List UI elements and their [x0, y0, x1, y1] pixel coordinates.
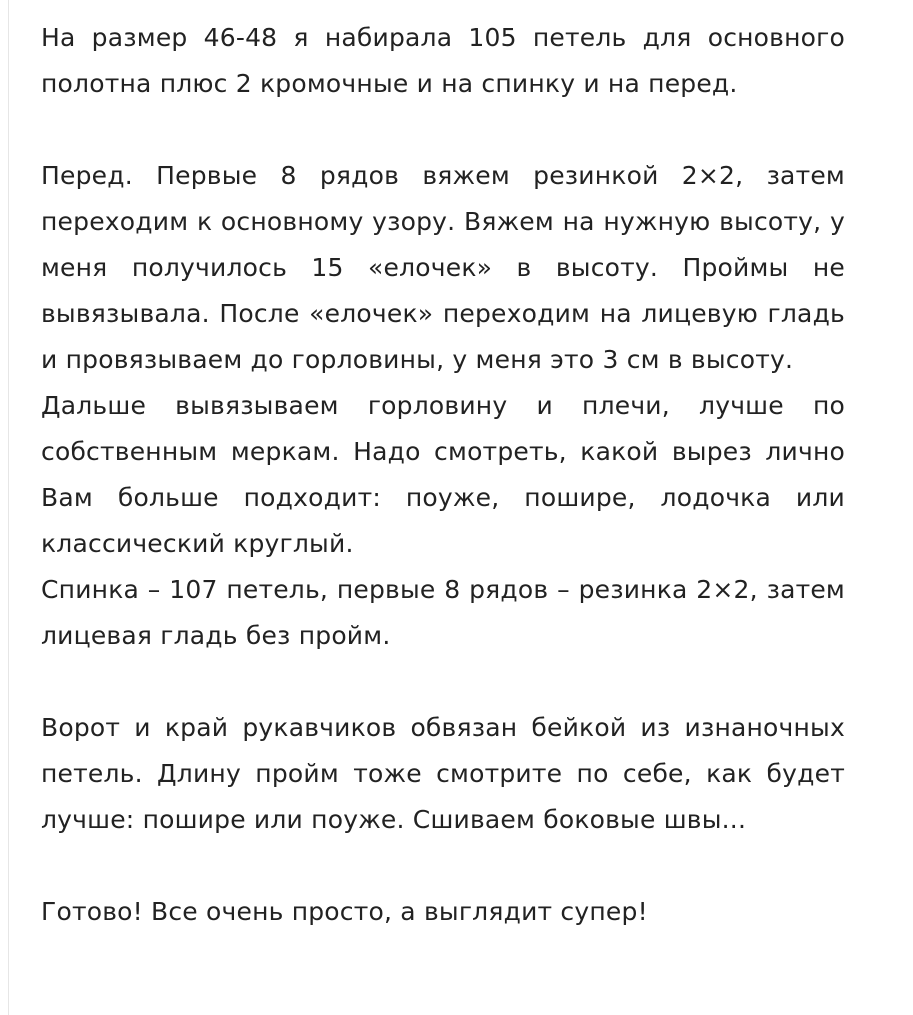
paragraph-gap: [41, 107, 845, 153]
paragraph-back: Спинка – 107 петель, первые 8 рядов – резинка 2×2, затем лицевая гладь без пройм.: [41, 575, 845, 650]
paragraph-size-and-stitches: На размер 46-48 я набирала 105 петель для основного полотна плюс 2 кромочные и на спинку и на перед.: [41, 23, 845, 98]
page-left-border: [8, 0, 9, 1015]
paragraph-gap: [41, 659, 845, 705]
paragraph-conclusion: Готово! Все очень просто, а выглядит супер!: [41, 897, 648, 926]
paragraph-collar-and-sleeves: Ворот и край рукавчиков обвязан бейкой из изнаночных петель. Длину пройм тоже смотрите по себе, как будет лучше: пошире или поуже. Сшиваем боковые швы...: [41, 713, 845, 834]
paragraph-gap: [41, 843, 845, 889]
paragraph-neckline: Дальше вывязываем горловину и плечи, лучше по собственным меркам. Надо смотреть, какой вырез лично Вам больше подходит: поуже, пошире, лодочка или классический круглый.: [41, 391, 845, 558]
paragraph-front: Перед. Первые 8 рядов вяжем резинкой 2×2, затем переходим к основному узору. Вяжем на нужную высоту, у меня получилось 15 «елочек» в высоту. Проймы не вывязывала. После «елочек» переходим на лицевую гладь и провязываем до горловины, у меня это 3 см в высоту.: [41, 161, 845, 374]
article-body: [41, 15, 845, 935]
